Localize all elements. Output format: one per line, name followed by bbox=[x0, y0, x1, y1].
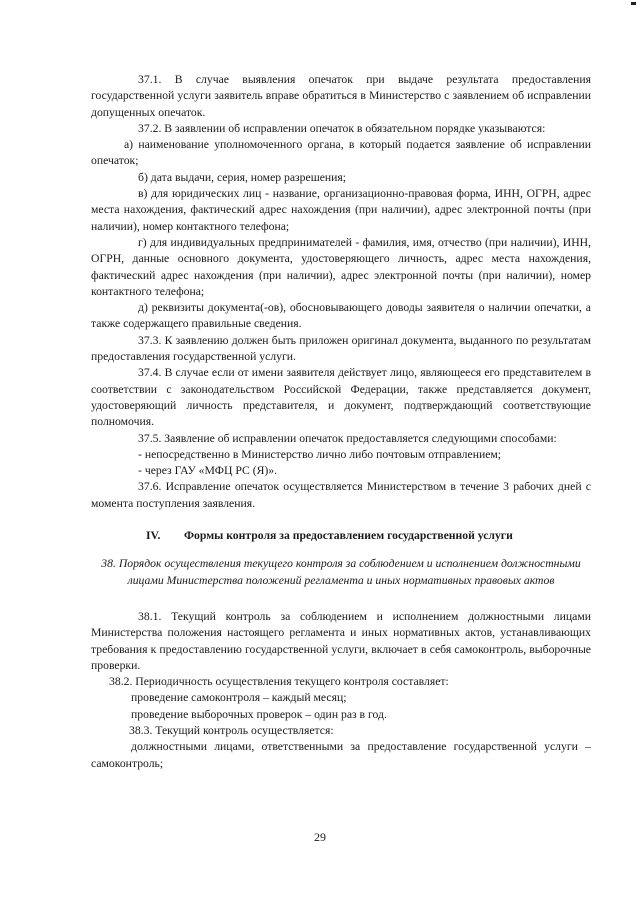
subsection-38-heading: 38. Порядок осуществления текущего контроля за соблюдением и исполнением должностными лицами Министерства положений регламента и иных нормативных правовых актов bbox=[101, 557, 581, 587]
self-control-officials: должностными лицами, ответственными за предоставление государственной услуги – самоконтроль; bbox=[91, 740, 591, 770]
section-heading bbox=[91, 528, 591, 544]
section-number: IV. bbox=[146, 529, 161, 543]
method-mfc: - через ГАУ «МФЦ РС (Я)». bbox=[138, 464, 278, 478]
list-item-g: г) для индивидуальных предпринимателей - фамилия, имя, отчество (при наличии), ИНН, ОГРН, данные основного документа, удостоверяющего личность, адрес места нахождения, фактический адрес нахождения (при наличии), адрес электронной почты (при наличии), номер контактного телефона; bbox=[91, 235, 591, 298]
paragraph-37-1: 37.1. В случае выявления опечаток при выдаче результата предоставления государственной услуги заявитель вправе обратиться в Министерство с заявлением об исправлении допущенных опечаток. bbox=[91, 73, 591, 119]
paragraph-37-2: 37.2. В заявлении об исправлении опечаток в обязательном порядке указываются: bbox=[138, 121, 546, 135]
paragraph-38-2: 38.2. Периодичность осуществления текущего контроля составляет: bbox=[109, 675, 449, 689]
paragraph-37-6: 37.6. Исправление опечаток осуществляется Министерством в течение 3 рабочих дней с момента поступления заявления. bbox=[91, 480, 591, 510]
list-item-a: а) наименование уполномоченного органа, в который подается заявление об исправлении опечаток; bbox=[91, 138, 591, 168]
self-control-frequency: проведение самоконтроля – каждый месяц; bbox=[131, 691, 347, 705]
paragraph-38-3: 38.3. Текущий контроль осуществляется: bbox=[129, 723, 334, 737]
paragraph-38-1: 38.1. Текущий контроль за соблюдением и исполнением должностными лицами Министерства положения настоящего регламента и иных нормативных актов, устанавливающих требования к предоставлению государственной услуги, включает в себя самоконтроль, выборочные проверки. bbox=[91, 609, 591, 672]
paragraph-37-3: 37.3. К заявлению должен быть приложен оригинал документа, выданного по результатам предоставления государственной услуги. bbox=[91, 333, 591, 364]
paragraph-37-5: 37.5. Заявление об исправлении опечаток предоставляется следующими способами: bbox=[138, 431, 557, 445]
inspection-frequency: проведение выборочных проверок – один раз в год. bbox=[131, 707, 387, 721]
list-item-b: б) дата выдачи, серия, номер разрешения; bbox=[138, 170, 347, 184]
list-item-v: в) для юридических лиц - название, организационно-правовая форма, ИНН, ОГРН, адрес места нахождения, фактический адрес нахождения (при наличии), адрес электронной почты (при наличии), номер контактного телефона; bbox=[91, 187, 591, 233]
paragraph-37-4: 37.4. В случае если от имени заявителя действует лицо, являющееся его представителем в соответствии с законодательством Российской Федерации, также представляется документ, удостоверяющий личность представителя, и документ, подтверждающий соответствующие полномочия. bbox=[91, 366, 591, 429]
scan-corner-mark bbox=[631, 2, 636, 5]
list-item-d: д) реквизиты документа(-ов), обосновывающего доводы заявителя о наличии опечатки, а также содержащего правильные сведения. bbox=[91, 301, 591, 331]
page-number: 29 bbox=[314, 830, 326, 844]
section-title: Формы контроля за предоставлением государственной услуги bbox=[184, 529, 513, 543]
page-body bbox=[91, 72, 591, 772]
method-in-person: - непосредственно в Министерство лично либо почтовым отправлением; bbox=[138, 447, 502, 461]
